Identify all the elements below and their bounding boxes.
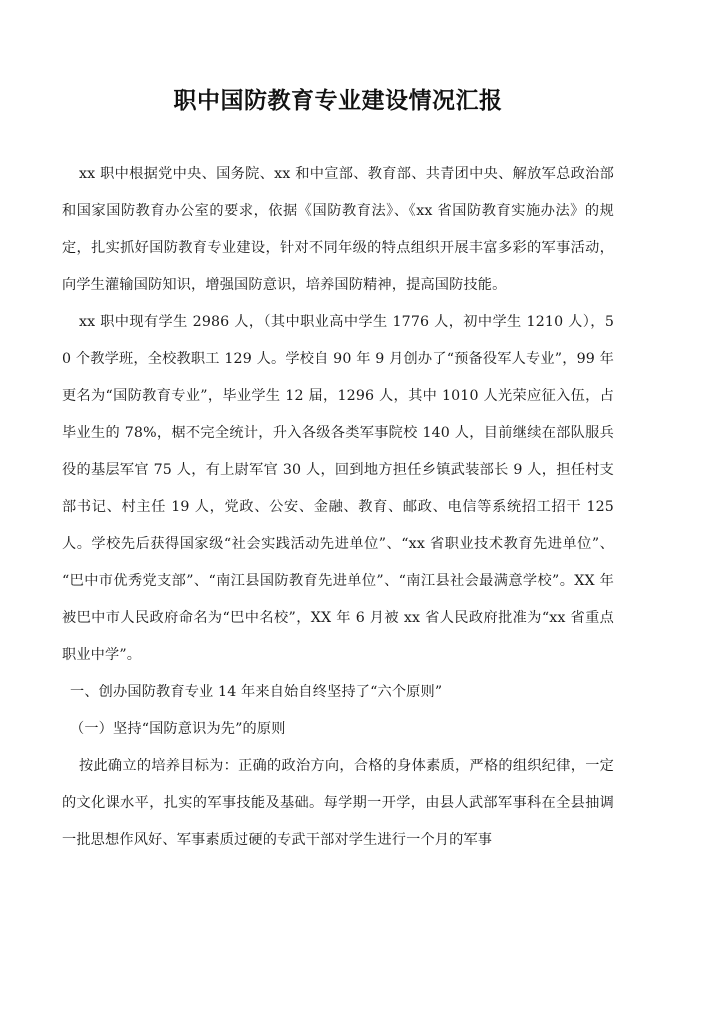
document-body — [62, 62, 614, 859]
paragraph-statistics: xx 职中现有学生 2986 人，（其中职业高中学生 1776 人，初中学生 1210 人），50 个教学班，全校教职工 129 人。学校自 90 年 9 月创办了“预备役军人专业”，99 年更名为“国防教育专业”，毕业学生 12 届，1296 人，其中 1010 人光荣应征入伍，占毕业生的 78%，椐不完全统计，升入各级各类军事院校 140 人，目前继续在部队服兵役的基层军官 75 人，有上尉军官 30 人，回到地方担任乡镇武装部长 9 人，担任村支部书记、村主任 19 人，党政、公安、金融、教育、邮政、电信等系统招工招干 125 人。学校先后获得国家级“社会实践活动先进单位”、“xx 省职业技术教育先进单位”、“巴中市优秀党支部”、“南江县国防教育先进单位”、“南江县社会最满意学校”。XX 年被巴中市人民政府命名为“巴中名校”，XX 年 6 月被 xx 省人民政府批准为“xx 省重点职业中学”。 — [62, 314, 614, 663]
page-title: 职中国防教育专业建设情况汇报 — [173, 87, 503, 114]
paragraph-training-goal: 按此确立的培养目标为：正确的政治方向，合格的身体素质，严格的组织纪律，一定的文化课水平，扎实的军事技能及基础。每学期一开学，由县人武部军事科在全县抽调一批思想作风好、军事素质过硬的专武干部对学生进行一个月的军事 — [62, 758, 614, 848]
section-heading-one: 一、创办国防教育专业 14 年来自始自终坚持了“六个原则” — [70, 684, 443, 700]
paragraph-intro: xx 职中根据党中央、国务院、xx 和中宣部、教育部、共青团中央、解放军总政治部和国家国防教育办公室的要求，依据《国防教育法》、《xx 省国防教育实施办法》的规定，扎实抓好国防教育专业建设，针对不同年级的特点组织开展丰富多彩的军事活动，向学生灌输国防知识，增强国防意识，培养国防精神，提高国防技能。 — [62, 166, 614, 293]
subsection-heading-one: （一）坚持“国防意识为先”的原则 — [70, 721, 286, 737]
